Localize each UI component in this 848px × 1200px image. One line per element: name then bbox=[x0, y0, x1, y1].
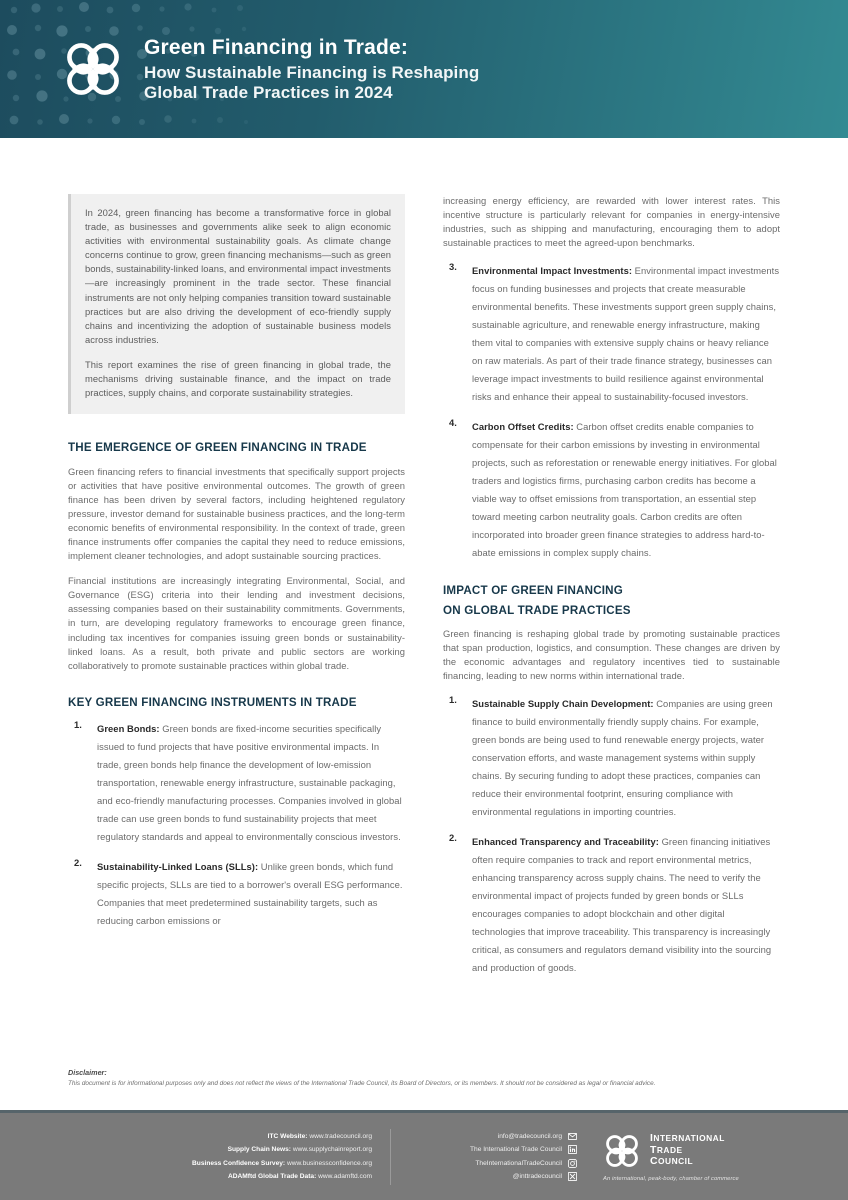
impact-heading-line2: ON GLOBAL TRADE PRACTICES bbox=[443, 603, 631, 617]
footer-link-url: www.adamftd.com bbox=[318, 1173, 372, 1180]
email-icon[interactable] bbox=[568, 1132, 577, 1141]
list-item-term: Sustainable Supply Chain Development: bbox=[472, 698, 654, 710]
section-heading-emergence: THE EMERGENCE OF GREEN FINANCING IN TRADE bbox=[68, 441, 367, 455]
instruments-list bbox=[68, 719, 405, 929]
list-item bbox=[443, 832, 780, 976]
continuation-paragraph: increasing energy efficiency, are rewarded with lower interest rates. This incentive structure is particularly relevant for companies in energy-intensive industries, such as shipping and manufacturing, encouraging them to adopt sustainable practices to meet the agreed-upon benchmarks. bbox=[443, 195, 780, 249]
list-item bbox=[443, 694, 780, 820]
intro-paragraph-2: This report examines the rise of green financing in global trade, the mechanisms driving sustainable finance, and the impact on trade practices, supply chains, and corporate sustainability strategies. bbox=[85, 358, 391, 399]
instagram-icon[interactable] bbox=[568, 1159, 577, 1168]
disclaimer-block bbox=[68, 1068, 780, 1089]
footer-social-text: @inttradecouncil bbox=[512, 1173, 562, 1180]
impact-paragraph: Green financing is reshaping global trade by promoting sustainable practices that span production, logistics, and consumption. These changes are driven by the economic advantages and regulatory incentives tied to sustainable financing, leading to new norms within international trade. bbox=[443, 627, 780, 682]
disclaimer-title: Disclaimer: bbox=[68, 1068, 107, 1077]
footer-brand-name bbox=[650, 1133, 725, 1168]
document-subtitle-line2: Global Trade Practices in 2024 bbox=[144, 82, 393, 102]
intro-callout bbox=[68, 194, 405, 414]
header-title-block bbox=[144, 36, 479, 103]
footer-link-business-confidence-survey[interactable] bbox=[0, 1157, 372, 1171]
footer-social-email[interactable] bbox=[399, 1130, 577, 1144]
footer-link-supply-chain-news[interactable] bbox=[0, 1143, 372, 1157]
footer-link-url: www.tradecouncil.org bbox=[309, 1132, 372, 1140]
footer-link-label: ADAMftd Global Trade Data: bbox=[227, 1173, 317, 1180]
list-item bbox=[443, 417, 780, 561]
list-item-text: Environmental impact investments focus on funding businesses and projects that create measurable environmental benefits. These investments support green supply chains, sustainable agriculture, and renewable energy infrastructure, making them vital to companies with extensive supply chains or heavy reliance on raw materials. As part of their trade finance strategy, businesses can leverage impact investments to build resilience against environmental risks and enhance their appeal to sustainability-focused investors. bbox=[472, 265, 780, 403]
footer-link-label: ITC Website: bbox=[267, 1132, 308, 1140]
brand-name-line1: INTERNATIONAL bbox=[650, 1133, 725, 1145]
section-heading-impact-line2 bbox=[443, 603, 780, 618]
left-column bbox=[68, 194, 405, 976]
footer-links-column bbox=[0, 1130, 390, 1184]
list-item-text: Green bonds are fixed-income securities specifically issued to fund projects that have positive environmental impacts. In trade, green bonds help finance the development of low-emission transportation, renewable energy infrastructure, sustainable packaging, and eco-friendly manufacturing processes. Companies involved in global trade can use green bonds to fund sustainability projects that meet regulatory standards and appeal to environmentally conscious investors. bbox=[97, 723, 402, 843]
list-item-term: Green Bonds: bbox=[97, 723, 160, 735]
list-item-text: Carbon offset credits enable companies to compensate for their carbon emissions by investing in environmental projects, such as reforestation or renewable energy initiatives. For global traders and logistics firms, purchasing carbon credits has become a viable way to offset emissions from transportation, an essential step toward meeting carbon neutrality goals. Carbon credits are often incorporated into broader green finance strategies to address hard-to-abate emissions in complex supply chains. bbox=[472, 421, 777, 559]
footer-link-url: www.businessconfidence.org bbox=[286, 1159, 372, 1167]
itc-quatrefoil-logo-icon bbox=[603, 1132, 641, 1170]
list-item-text: Companies are using green finance to build environmentally friendly supply chains. For example, green bonds are being used to fund renewable energy projects, water conservation efforts, and waste management systems within supply chains. By securing funding to adopt these practices, companies can reduce their environmental footprint, ensuring compliance with environmental regulations in importing countries. bbox=[472, 698, 773, 818]
right-column bbox=[443, 194, 780, 976]
document-footer bbox=[0, 1110, 848, 1200]
footer-social-linkedin[interactable] bbox=[399, 1143, 577, 1157]
emergence-paragraph-1: Green financing refers to financial investments that specifically support projects or activities that have positive environmental outcomes. The growth of green finance has been driven by several factors, including heightened regulatory pressure, investor demand for sustainable business practices, and the long-term economic benefits of environmental responsibility. In the context of trade, green finance instruments offer companies the capital they need to reduce emissions, implement cleaner technologies, and adopt sustainable sourcing practices. bbox=[68, 465, 405, 562]
footer-brand-tagline: An international, peak-body, chamber of commerce bbox=[603, 1175, 739, 1182]
x-twitter-icon[interactable] bbox=[568, 1172, 577, 1181]
emergence-paragraph-2: Financial institutions are increasingly integrating Environmental, Social, and Governance (ESG) criteria into their lending and investment decisions, assessing companies based on their sustainability commitments. Governments, in turn, are developing regulatory frameworks to encourage green finance, including tax incentives for companies issuing green bonds or sustainability-linked loans. As a result, both private and public sectors are working collaboratively to promote sustainable practices within global trade. bbox=[68, 575, 405, 671]
brand-name-line3: COUNCIL bbox=[650, 1156, 694, 1168]
disclaimer-text: This document is for informational purposes only and does not reflect the views of the International Trade Council, its Board of Directors, or its members. It should not be considered as legal or financial advice. bbox=[68, 1080, 656, 1087]
list-item bbox=[68, 857, 405, 929]
footer-link-itc-website[interactable] bbox=[0, 1130, 372, 1144]
list-item-term: Carbon Offset Credits: bbox=[472, 421, 574, 433]
list-item bbox=[68, 719, 405, 845]
list-item bbox=[443, 261, 780, 405]
footer-link-adamftd[interactable] bbox=[0, 1170, 372, 1184]
linkedin-icon[interactable] bbox=[568, 1145, 577, 1154]
section-heading-impact bbox=[443, 583, 780, 598]
footer-link-label: Supply Chain News: bbox=[227, 1146, 291, 1153]
list-item-term: Environmental Impact Investments: bbox=[472, 265, 633, 277]
list-item-term: Sustainability-Linked Loans (SLLs): bbox=[97, 861, 259, 873]
list-item-term: Enhanced Transparency and Traceability: bbox=[472, 836, 659, 848]
list-item-text: Green financing initiatives often require companies to track and report environmental metrics, enhancing transparency across supply chains. The need to verify the environmental impact of projects funded by green bonds or SLLs encourages companies to adopt blockchain and other digital technologies that improve traceability. This transparency is increasingly critical, as consumers and regulators demand visibility into the sourcing and production of goods. bbox=[472, 836, 772, 974]
footer-social-text: TheInternationalTradeCouncil bbox=[475, 1159, 562, 1167]
instruments-list-continued bbox=[443, 261, 780, 561]
footer-social-instagram[interactable] bbox=[399, 1157, 577, 1171]
intro-paragraph-1: In 2024, green financing has become a transformative force in global trade, as businesses and governments alike seek to align economic activities with environmental sustainability goals. As climate change concerns continue to grow, green financing mechanisms—such as green bonds, sustainability-linked loans, and environmental impact investments—are increasingly prominent in the trade sector. These financial instruments are not only helping companies transition toward sustainable practices but are also driving the development of eco-friendly supply chains and incentivizing the adoption of sustainable business models across industries. bbox=[85, 207, 391, 345]
footer-social-text: The International Trade Council bbox=[470, 1146, 562, 1153]
document-body bbox=[0, 138, 848, 976]
document-header bbox=[0, 0, 848, 138]
footer-link-label: Business Confidence Survey: bbox=[192, 1159, 286, 1167]
section-heading-instruments: KEY GREEN FINANCING INSTRUMENTS IN TRADE bbox=[68, 695, 357, 709]
itc-quatrefoil-logo-icon bbox=[62, 38, 124, 100]
footer-social-text: info@tradecouncil.org bbox=[497, 1132, 562, 1140]
footer-link-url: www.supplychainreport.org bbox=[292, 1146, 372, 1153]
footer-brand-column bbox=[587, 1132, 848, 1182]
footer-social-column bbox=[391, 1130, 587, 1184]
impact-list bbox=[443, 694, 780, 976]
brand-name-line2: TRADE bbox=[650, 1144, 683, 1156]
impact-heading-line1: IMPACT OF GREEN FINANCING bbox=[443, 584, 623, 598]
footer-social-x[interactable] bbox=[399, 1170, 577, 1184]
document-subtitle-line1: How Sustainable Financing is Reshaping bbox=[144, 62, 480, 82]
document-title: Green Financing in Trade: bbox=[144, 35, 409, 59]
list-item-text: Unlike green bonds, which fund specific projects, SLLs are tied to a borrower's overall ESG performance. Companies that meet predetermined sustainability targets, such as reducing carbon emissions or bbox=[97, 861, 403, 927]
